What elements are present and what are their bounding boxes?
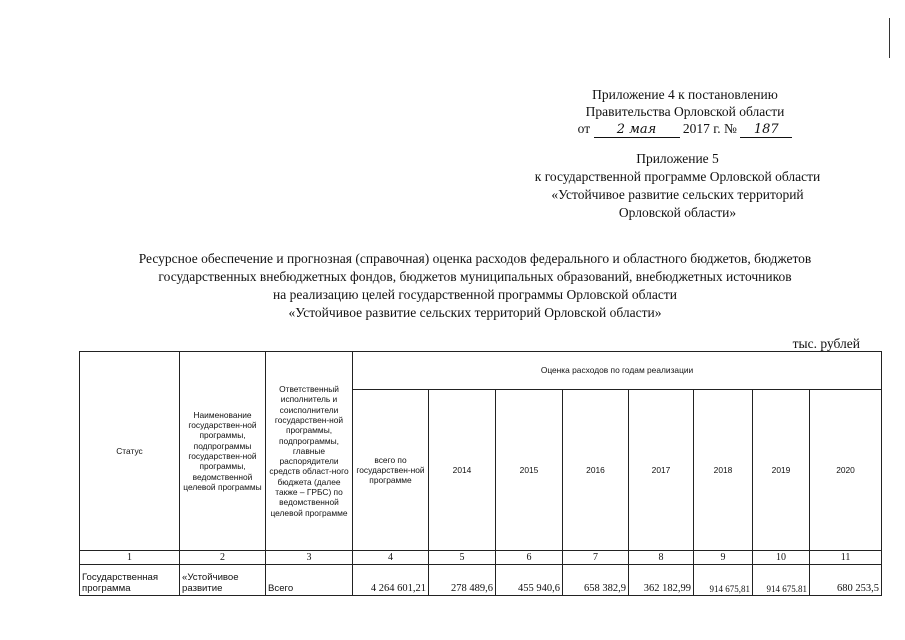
header-name: Наименование государствен-ной программы, подпрограммы государствен-ной программы, ведомственной целевой программы <box>180 352 266 551</box>
header-executor: Ответственный исполнитель и соисполнители государствен-ной программы, подпрограммы, главные распорядители средств област-ного бюджета (далее также – ГРБС) по ведомственной целевой программе <box>266 352 353 551</box>
header-year-2014: 2014 <box>429 390 496 551</box>
title-line-1: Ресурсное обеспечение и прогнозная (справочная) оценка расходов федерального и областного бюджетов, бюджетов <box>138 251 812 266</box>
cell-program-name: «Устойчивое развитие <box>180 565 266 596</box>
handwritten-number: 187 <box>740 122 792 138</box>
date-year: 2017 г. № <box>682 121 737 136</box>
margin-mark <box>889 18 890 58</box>
column-number: 1 <box>80 551 180 565</box>
cell-status: Государственная программа <box>80 565 180 596</box>
column-number-row <box>80 551 882 565</box>
table-row <box>80 565 882 596</box>
header-year-2018: 2018 <box>694 390 753 551</box>
column-number: 6 <box>496 551 563 565</box>
appendix-5-line-1: Приложение 5 <box>636 151 719 166</box>
appendix-4-block <box>520 86 850 138</box>
cell-2018: 914 675,81 <box>694 565 753 596</box>
column-number: 8 <box>629 551 694 565</box>
title-line-3: на реализацию целей государственной программы Орловской области <box>273 287 677 302</box>
column-number: 9 <box>694 551 753 565</box>
header-year-2016: 2016 <box>563 390 629 551</box>
units-label: тыс. рублей <box>792 336 860 351</box>
column-number: 3 <box>266 551 353 565</box>
column-number: 11 <box>810 551 882 565</box>
title-line-4: «Устойчивое развитие сельских территорий Орловской области» <box>288 305 662 320</box>
cell-2015: 455 940,6 <box>496 565 563 596</box>
document-title <box>80 250 870 322</box>
cell-executor: Всего <box>266 565 353 596</box>
column-number: 4 <box>353 551 429 565</box>
column-number: 7 <box>563 551 629 565</box>
title-line-2: государственных внебюджетных фондов, бюджетов муниципальных образований, внебюджетных источников <box>158 269 792 284</box>
header-year-2019: 2019 <box>753 390 810 551</box>
column-number: 10 <box>753 551 810 565</box>
header-status: Статус <box>80 352 180 551</box>
header-estimate-group: Оценка расходов по годам реализации <box>353 352 882 390</box>
appendix-5-line-2: к государственной программе Орловской области <box>534 169 821 184</box>
appendix-4-line-2: Правительства Орловской области <box>585 104 785 119</box>
header-year-2020: 2020 <box>810 390 882 551</box>
cell-total: 4 264 601,21 <box>353 565 429 596</box>
appendix-4-line-1: Приложение 4 к постановлению <box>592 87 778 102</box>
resources-table <box>79 351 882 596</box>
cell-2019: 914 675.81 <box>753 565 810 596</box>
appendix-4-date-line <box>520 120 850 138</box>
date-prefix: от <box>577 121 591 136</box>
appendix-5-block <box>505 150 850 222</box>
column-number: 5 <box>429 551 496 565</box>
header-year-2015: 2015 <box>496 390 563 551</box>
column-number: 2 <box>180 551 266 565</box>
appendix-5-line-3: «Устойчивое развитие сельских территорий <box>551 187 804 202</box>
cell-2014: 278 489,6 <box>429 565 496 596</box>
header-year-2017: 2017 <box>629 390 694 551</box>
appendix-5-line-4: Орловской области» <box>618 205 737 220</box>
handwritten-date: 2 мая <box>594 122 680 138</box>
header-total: всего по государствен-ной программе <box>353 390 429 551</box>
cell-2016: 658 382,9 <box>563 565 629 596</box>
cell-2017: 362 182,99 <box>629 565 694 596</box>
cell-2020: 680 253,5 <box>810 565 882 596</box>
